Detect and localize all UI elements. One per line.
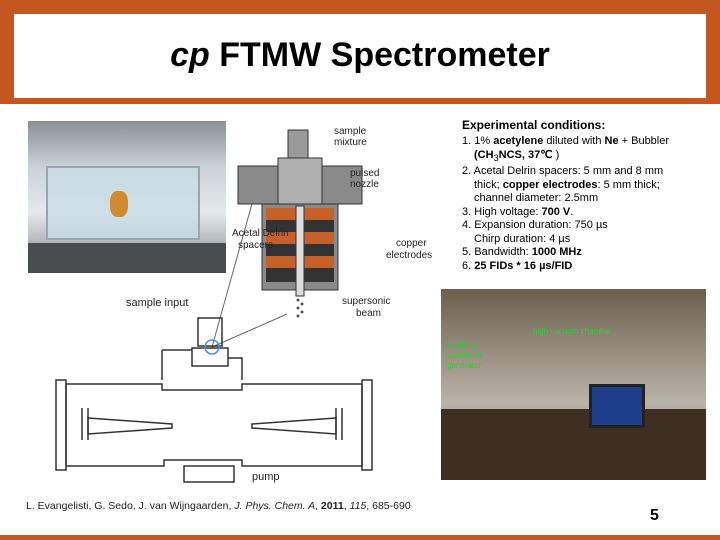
- title-main: FTMW Spectrometer: [219, 36, 550, 74]
- conditions-heading: Experimental conditions:: [462, 118, 606, 132]
- condition-text: Expansion duration: 750 µs: [471, 219, 608, 232]
- condition-number: 4.: [462, 219, 472, 232]
- label-sample-mixture-1: sample: [334, 126, 367, 137]
- condition-text: Bandwidth:: [471, 246, 532, 259]
- condition-number: 5.: [462, 246, 472, 259]
- nozzle-body: [278, 158, 322, 206]
- condition-text: 25 FIDs * 16 µs/FID: [474, 259, 573, 272]
- citation-pages: , 685-690: [366, 500, 411, 512]
- condition-text: ): [552, 148, 560, 161]
- page-number: 5: [650, 507, 659, 524]
- label-copper-2: electrodes: [386, 250, 433, 261]
- title-italic: cp: [170, 36, 210, 74]
- spectrometer-room-photo: [441, 289, 706, 480]
- chamber-outline: [56, 318, 372, 482]
- nozzle-schematic: [52, 118, 442, 498]
- condition-text: channel diameter: 2.5mm: [474, 192, 599, 205]
- condition-text: : 5 mm thick;: [597, 178, 660, 191]
- photo-label-waveform-2: waveform: [447, 351, 482, 360]
- condition-text: 700 V: [541, 205, 571, 218]
- label-sample-input: sample input: [126, 297, 189, 309]
- label-pulsed-1: pulsed: [350, 168, 380, 179]
- label-spacers-2: spacers: [238, 240, 274, 251]
- gas-channel: [296, 206, 304, 296]
- condition-number: 6.: [462, 259, 472, 272]
- conditions-list: [462, 135, 702, 273]
- condition-number: 3.: [462, 205, 472, 218]
- condition-item: [462, 260, 702, 274]
- label-copper-1: copper: [396, 238, 427, 249]
- condition-text: Chirp duration: 4 µs: [474, 232, 571, 245]
- bottom-accent-bar: [0, 535, 720, 540]
- condition-item: [462, 165, 702, 206]
- condition-item: [462, 219, 702, 246]
- condition-text: 1000 MHz: [531, 246, 582, 259]
- condition-continuation: [462, 179, 702, 193]
- label-spacers-1: Acetal Delrin: [232, 228, 289, 239]
- label-pump: pump: [252, 471, 280, 483]
- photo-label-chamber: high vacuum chamber: [533, 327, 612, 336]
- condition-text: acetylene: [493, 135, 544, 147]
- condition-text: NCS, 37℃: [498, 148, 553, 161]
- condition-item: [462, 246, 702, 260]
- condition-number: 2.: [462, 165, 472, 178]
- condition-text: copper electrodes: [502, 178, 598, 191]
- condition-text: (CH: [474, 148, 494, 161]
- condition-text: High voltage:: [471, 205, 542, 218]
- label-sample-mixture-2: mixture: [334, 137, 367, 148]
- condition-number: 1.: [462, 135, 472, 147]
- title-box: [14, 14, 706, 98]
- photo-monitor: [589, 384, 645, 428]
- photo-label-waveform-1: Arbitrary: [447, 341, 478, 350]
- slide-title: [14, 36, 706, 75]
- condition-continuation: [462, 192, 702, 206]
- condition-text: diluted with: [543, 135, 605, 147]
- condition-text: Acetal Delrin spacers: 5 mm and 8 mm: [471, 165, 664, 178]
- condition-text: 3: [493, 152, 499, 163]
- condition-item: [462, 206, 702, 220]
- condition-text: thick;: [474, 178, 503, 191]
- zoom-line-right: [212, 314, 287, 347]
- beam-dots: [297, 299, 304, 318]
- photo-label-waveform-3: generator: [447, 361, 482, 370]
- citation-authors: L. Evangelisti, G. Sedo, J. van Wijngaarden,: [26, 500, 235, 512]
- label-beam-2: beam: [356, 308, 382, 319]
- citation-journal: J. Phys. Chem. A: [234, 500, 316, 512]
- citation-volume: 115: [349, 500, 367, 512]
- citation: [26, 500, 411, 512]
- condition-item: [462, 135, 702, 165]
- label-beam-1: supersonic: [342, 296, 391, 307]
- condition-continuation: [462, 233, 702, 247]
- photo-bench: [441, 409, 706, 480]
- citation-year: 2011: [320, 500, 344, 512]
- condition-text: 1%: [471, 135, 494, 147]
- citation-sep: ,: [343, 500, 350, 512]
- condition-text: + Bubbler: [618, 135, 670, 147]
- title-banner: [0, 0, 720, 104]
- citation-sep: ,: [315, 500, 321, 512]
- condition-text: .: [570, 205, 574, 218]
- condition-continuation: [462, 149, 702, 166]
- condition-text: Ne: [604, 135, 619, 147]
- label-pulsed-2: nozzle: [350, 179, 379, 190]
